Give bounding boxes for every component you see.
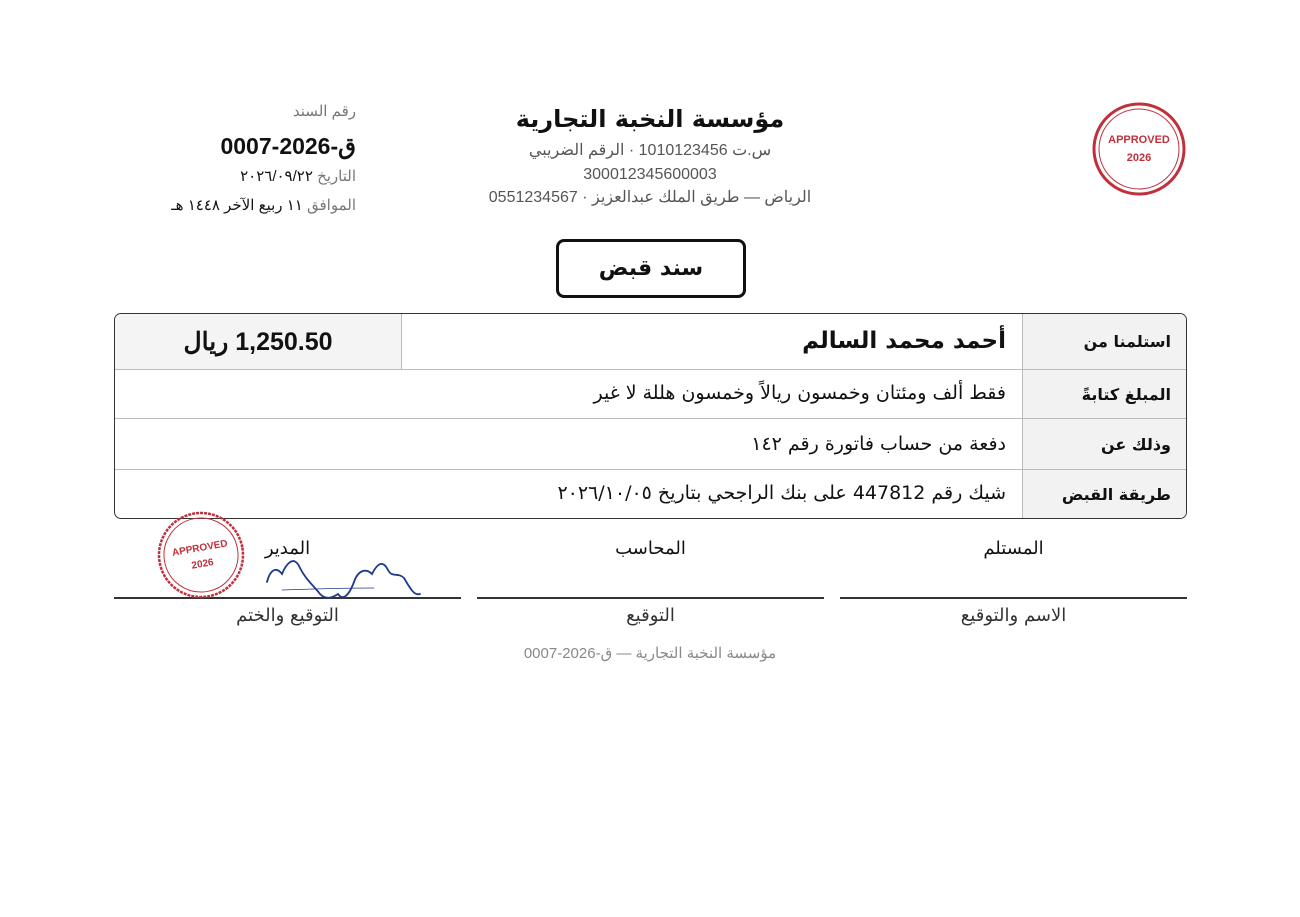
voucher-date: ٢٠٢٦/٠٩/٢٢ [240, 168, 313, 185]
voucher-meta [100, 102, 356, 218]
signature-block-accountant [477, 537, 824, 626]
accountant-signature-line [477, 597, 824, 599]
manager-caption: التوقيع والختم [236, 605, 339, 626]
stamp-text-line2: 2026 [1126, 152, 1152, 164]
table-row-received-from [115, 314, 1186, 370]
voucher-table [114, 313, 1187, 519]
table-row-amount-words [115, 370, 1186, 419]
received-from-value: أحمد محمد السالم [401, 314, 1022, 369]
received-from-label: استلمنا من [1022, 314, 1186, 369]
accountant-role: المحاسب [615, 538, 686, 559]
receiver-signature-line [840, 597, 1187, 599]
company-name: مؤسسة النخبة التجارية [515, 105, 785, 133]
amount-words-label: المبلغ كتابةً [1022, 370, 1186, 418]
table-row-payment-method [115, 470, 1186, 518]
stamp-text-line1: APPROVED [1108, 134, 1170, 146]
company-registration: س.ت 1010123456 · الرقم الضريبي 300012345600003 [528, 142, 772, 183]
voucher-number-label: رقم السند [292, 103, 356, 120]
company-address: الرياض — طريق الملك عبدالعزيز · 0551234567 [488, 189, 812, 206]
receiver-caption: الاسم والتوقيع [960, 605, 1067, 626]
manager-role: المدير [264, 538, 311, 559]
voucher-number: ق-2026-0007 [220, 133, 356, 159]
amount-words-value: فقط ألف ومئتان وخمسون ريالاً وخمسون هللة لا غير [593, 382, 1006, 404]
purpose-label: وذلك عن [1022, 419, 1186, 469]
document-title: سند قبض [556, 239, 746, 298]
accountant-caption: التوقيع [626, 605, 675, 626]
payment-method-value: شيك رقم 447812 على بنك الراجحي بتاريخ ٢٠٢٦/١٠/٠٥ [557, 482, 1006, 504]
amount-value: 1,250.50 ريال [115, 314, 401, 369]
stamp-text-line2: 2026 [190, 557, 215, 572]
stamp-text-line1: APPROVED [171, 538, 229, 559]
approved-stamp [1092, 102, 1186, 196]
footer-text: مؤسسة النخبة التجارية — ق-2026-0007 [523, 645, 777, 662]
voucher-date-label: التاريخ [317, 168, 356, 185]
purpose-value: دفعة من حساب فاتورة رقم ١٤٢ [751, 433, 1006, 455]
receiver-role: المستلم [983, 538, 1044, 559]
voucher-hijri-date: ١١ ربيع الآخر ١٤٤٨ هـ [171, 197, 303, 214]
table-row-purpose [115, 419, 1186, 470]
voucher-hijri-label: الموافق [306, 197, 356, 214]
company-header [460, 104, 840, 210]
payment-method-label: طريقة القبض [1022, 470, 1186, 518]
signature-block-receiver [840, 537, 1187, 626]
approved-stamp-manager [149, 503, 253, 607]
manager-handwritten-signature [262, 556, 424, 600]
voucher-hijri-row [100, 194, 356, 218]
voucher-date-row [100, 165, 356, 189]
